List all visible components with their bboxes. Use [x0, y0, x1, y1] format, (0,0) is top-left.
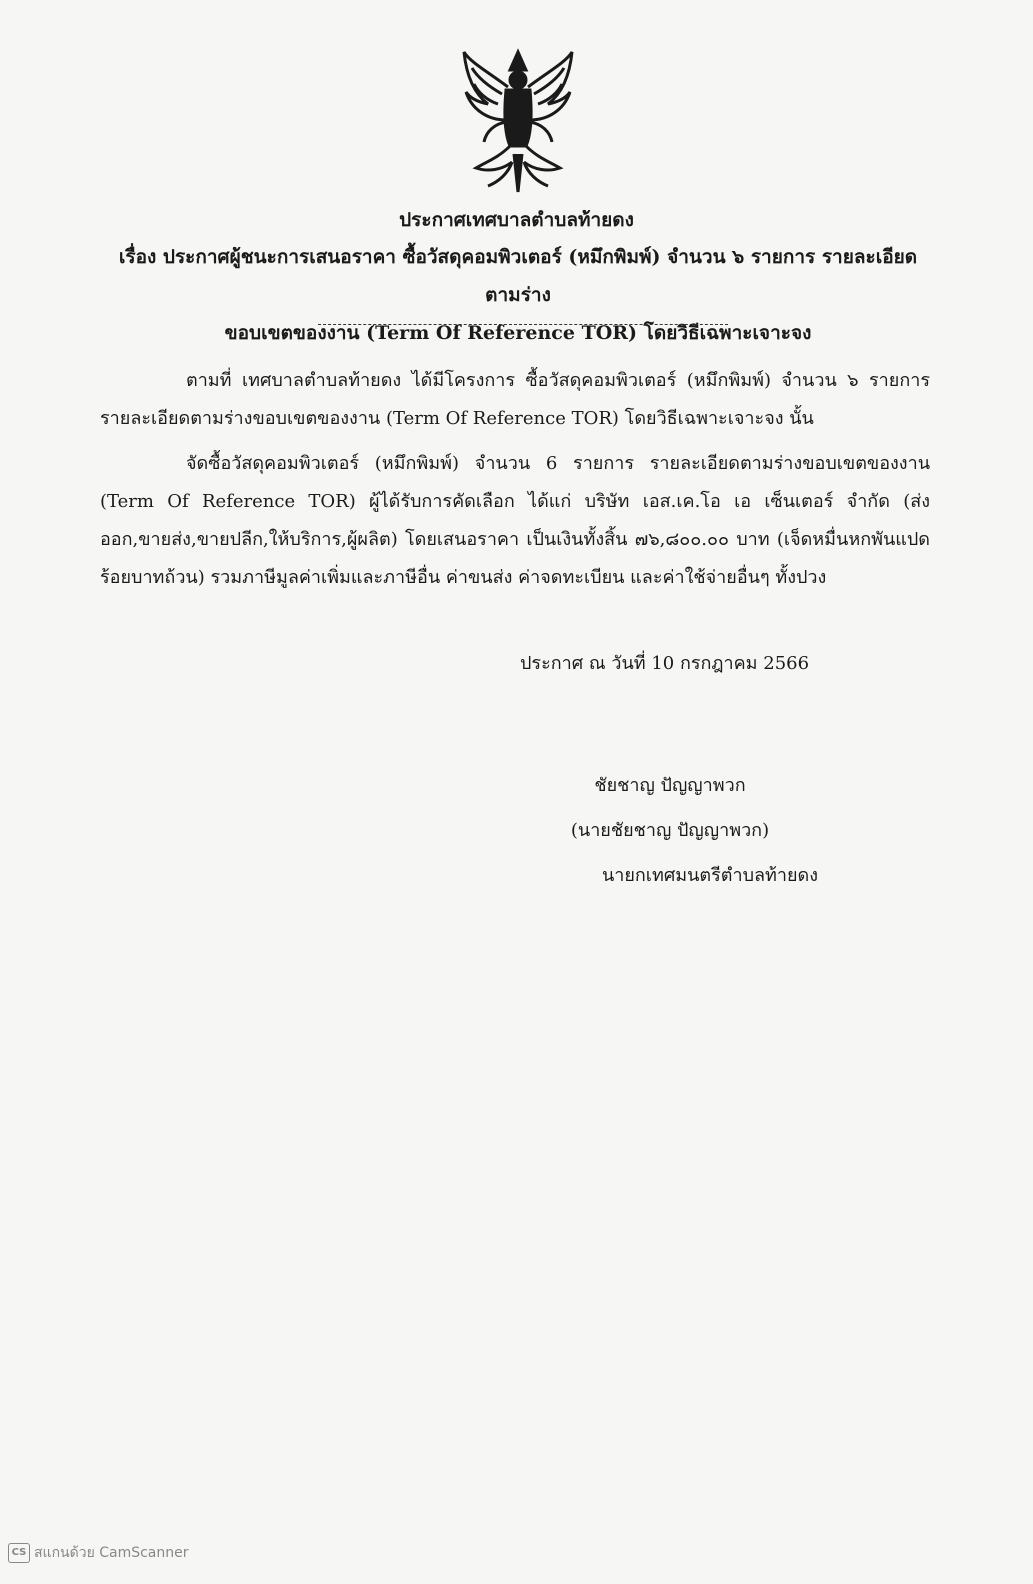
paragraph-background [100, 362, 930, 438]
signature-position: นายกเทศมนตรีตำบลท้ายดง [601, 865, 819, 886]
announcement-title: ประกาศเทศบาลตำบลท้ายดง [399, 209, 634, 231]
garuda-emblem-icon [458, 42, 578, 200]
paragraph-2-text: จัดซื้อวัสดุคอมพิวเตอร์ (หมึกพิมพ์) จำนวน 6 รายการ รายละเอียดตามร่างขอบเขตของงาน (Term Of Reference TOR) ผู้ได้รับการคัดเลือก ได้แก่ บริษัท เอส.เค.โอ เอ เซ็นเตอร์ จำกัด (ส่งออก,ขายส่ง,ขายปลีก,ให้บริการ,ผู้ผลิต) โดยเสนอราคา เป็นเงินทั้งสิ้น ๗๖,๘๐๐.๐๐ บาท (เจ็ดหมื่นหกพันแปดร้อยบาทถ้วน) รวมภาษีมูลค่าเพิ่มและภาษีอื่น ค่าขนส่ง ค่าจดทะเบียน และค่าใช้จ่ายอื่นๆ ทั้งปวง [100, 453, 930, 588]
camscanner-icon: CS [8, 1543, 30, 1563]
subject-line-2: ขอบเขตของงาน (Term Of Reference TOR) โดยวิธีเฉพาะเจาะจง [224, 322, 812, 344]
camscanner-watermark [8, 1542, 189, 1564]
signature-name: ชัยชาญ ปัญญาพวก [594, 775, 746, 796]
paragraph-award [100, 445, 930, 597]
separator-line [318, 324, 728, 325]
subject-line-1: เรื่อง ประกาศผู้ชนะการเสนอราคา ซื้อวัสดุคอมพิวเตอร์ (หมึกพิมพ์) จำนวน ๖ รายการ รายละเอียดตามร่าง [118, 246, 918, 306]
camscanner-text: สแกนด้วย CamScanner [34, 1545, 189, 1561]
announcement-subject [108, 238, 928, 352]
announcement-date: ประกาศ ณ วันที่ 10 กรกฎาคม 2566 [520, 653, 810, 674]
paragraph-1-text: ตามที่ เทศบาลตำบลท้ายดง ได้มีโครงการ ซื้อวัสดุคอมพิวเตอร์ (หมึกพิมพ์) จำนวน ๖ รายการ รายละเอียดตามร่างขอบเขตของงาน (Term Of Reference TOR) โดยวิธีเฉพาะเจาะจง นั้น [100, 370, 930, 429]
signature-fullname: (นายชัยชาญ ปัญญาพวก) [570, 820, 770, 841]
